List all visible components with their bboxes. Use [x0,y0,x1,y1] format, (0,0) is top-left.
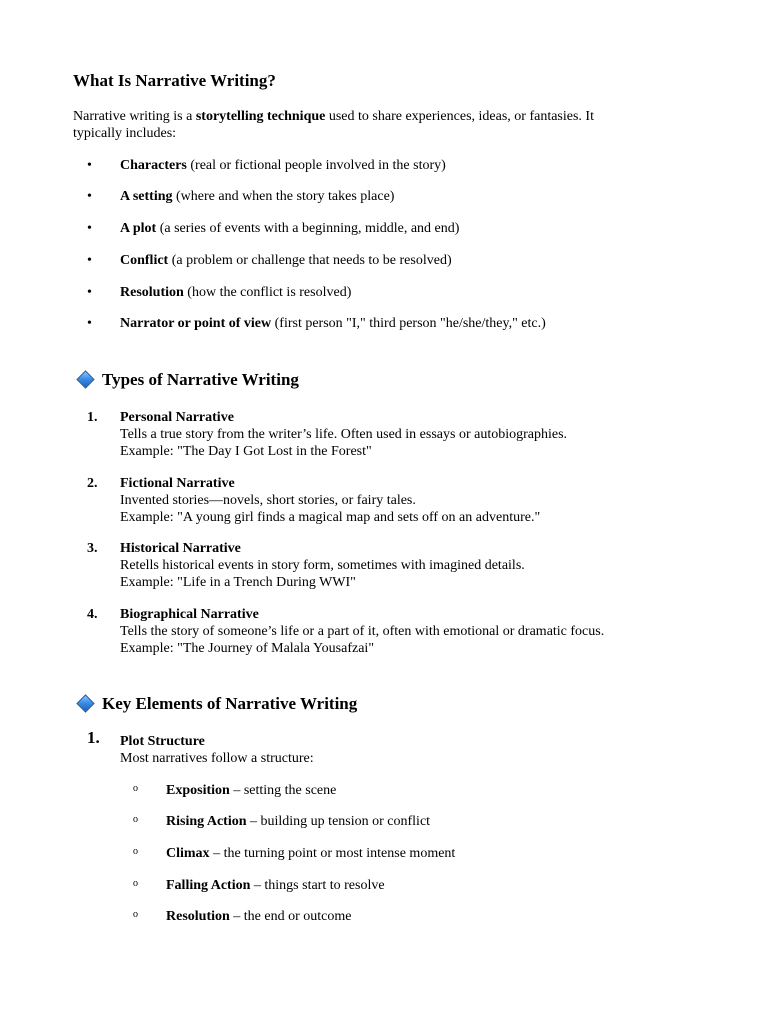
item-title: Historical Narrative [120,541,241,556]
bullet-term: Conflict [120,253,169,268]
item-title: Biographical Narrative [120,607,259,622]
item-description: Most narratives follow a structure: [120,751,314,766]
item-number: 1. [87,728,100,747]
circle-bullet-icon: o [133,846,138,857]
intro-bold-term: storytelling technique [195,109,326,124]
item-example: Example: "The Journey of Malala Yousafzai" [120,641,375,656]
sub-desc: – the turning point or most intense moment [209,846,456,861]
intro-paragraph-line2: typically includes: [73,126,177,141]
item-description: Retells historical events in story form, sometimes with imagined details. [120,558,525,573]
item-description: Invented stories—novels, short stories, or fairy tales. [120,493,416,508]
item-number: 2. [87,476,98,491]
bullet-icon: • [87,253,92,268]
sub-term: Exposition [166,783,230,798]
item-title: Personal Narrative [120,410,234,425]
page-title: What Is Narrative Writing? [73,71,276,90]
bullet-term: Resolution [120,285,184,300]
intro-paragraph-line1 [73,108,594,125]
bullet-desc: (first person "I," third person "he/she/they," etc.) [271,316,546,331]
bullet-icon: • [87,316,92,331]
sub-term: Resolution [166,909,230,924]
circle-bullet-icon: o [133,783,138,794]
bullet-icon: • [87,158,92,173]
bullet-desc: (how the conflict is resolved) [183,285,352,300]
bullet-term: A plot [120,221,157,236]
item-number: 4. [87,607,98,622]
item-example: Example: "Life in a Trench During WWI" [120,575,356,590]
sub-term: Climax [166,846,210,861]
blue-diamond-icon [76,370,94,388]
bullet-term: Narrator or point of view [120,316,272,331]
section-heading-elements: Key Elements of Narrative Writing [102,694,358,713]
intro-prefix: Narrative writing is a [73,109,196,124]
blue-diamond-icon [76,694,94,712]
bullet-desc: (a series of events with a beginning, middle, and end) [156,221,460,236]
bullet-desc: (real or fictional people involved in the story) [186,158,446,173]
bullet-icon: • [87,285,92,300]
item-example: Example: "A young girl finds a magical map and sets off on an adventure." [120,510,541,525]
sub-term: Falling Action [166,878,251,893]
bullet-term: A setting [120,189,173,204]
item-description: Tells a true story from the writer’s life. Often used in essays or autobiographies. [120,427,568,442]
item-number: 3. [87,541,98,556]
sub-term: Rising Action [166,814,247,829]
item-description: Tells the story of someone’s life or a part of it, often with emotional or dramatic focus. [120,624,605,639]
circle-bullet-icon: o [133,878,138,889]
sub-desc: – setting the scene [229,783,337,798]
bullet-term: Characters [120,158,187,173]
sub-desc: – things start to resolve [250,878,385,893]
section-heading-types: Types of Narrative Writing [102,370,299,389]
sub-desc: – building up tension or conflict [246,814,431,829]
item-title: Plot Structure [120,734,205,749]
bullet-desc: (where and when the story takes place) [172,189,395,204]
sub-desc: – the end or outcome [229,909,352,924]
item-title: Fictional Narrative [120,476,235,491]
bullet-icon: • [87,189,92,204]
bullet-icon: • [87,221,92,236]
bullet-desc: (a problem or challenge that needs to be resolved) [168,253,452,268]
item-example: Example: "The Day I Got Lost in the Forest" [120,444,372,459]
circle-bullet-icon: o [133,814,138,825]
item-number: 1. [87,410,98,425]
intro-suffix: used to share experiences, ideas, or fantasies. It [325,109,594,124]
circle-bullet-icon: o [133,909,138,920]
